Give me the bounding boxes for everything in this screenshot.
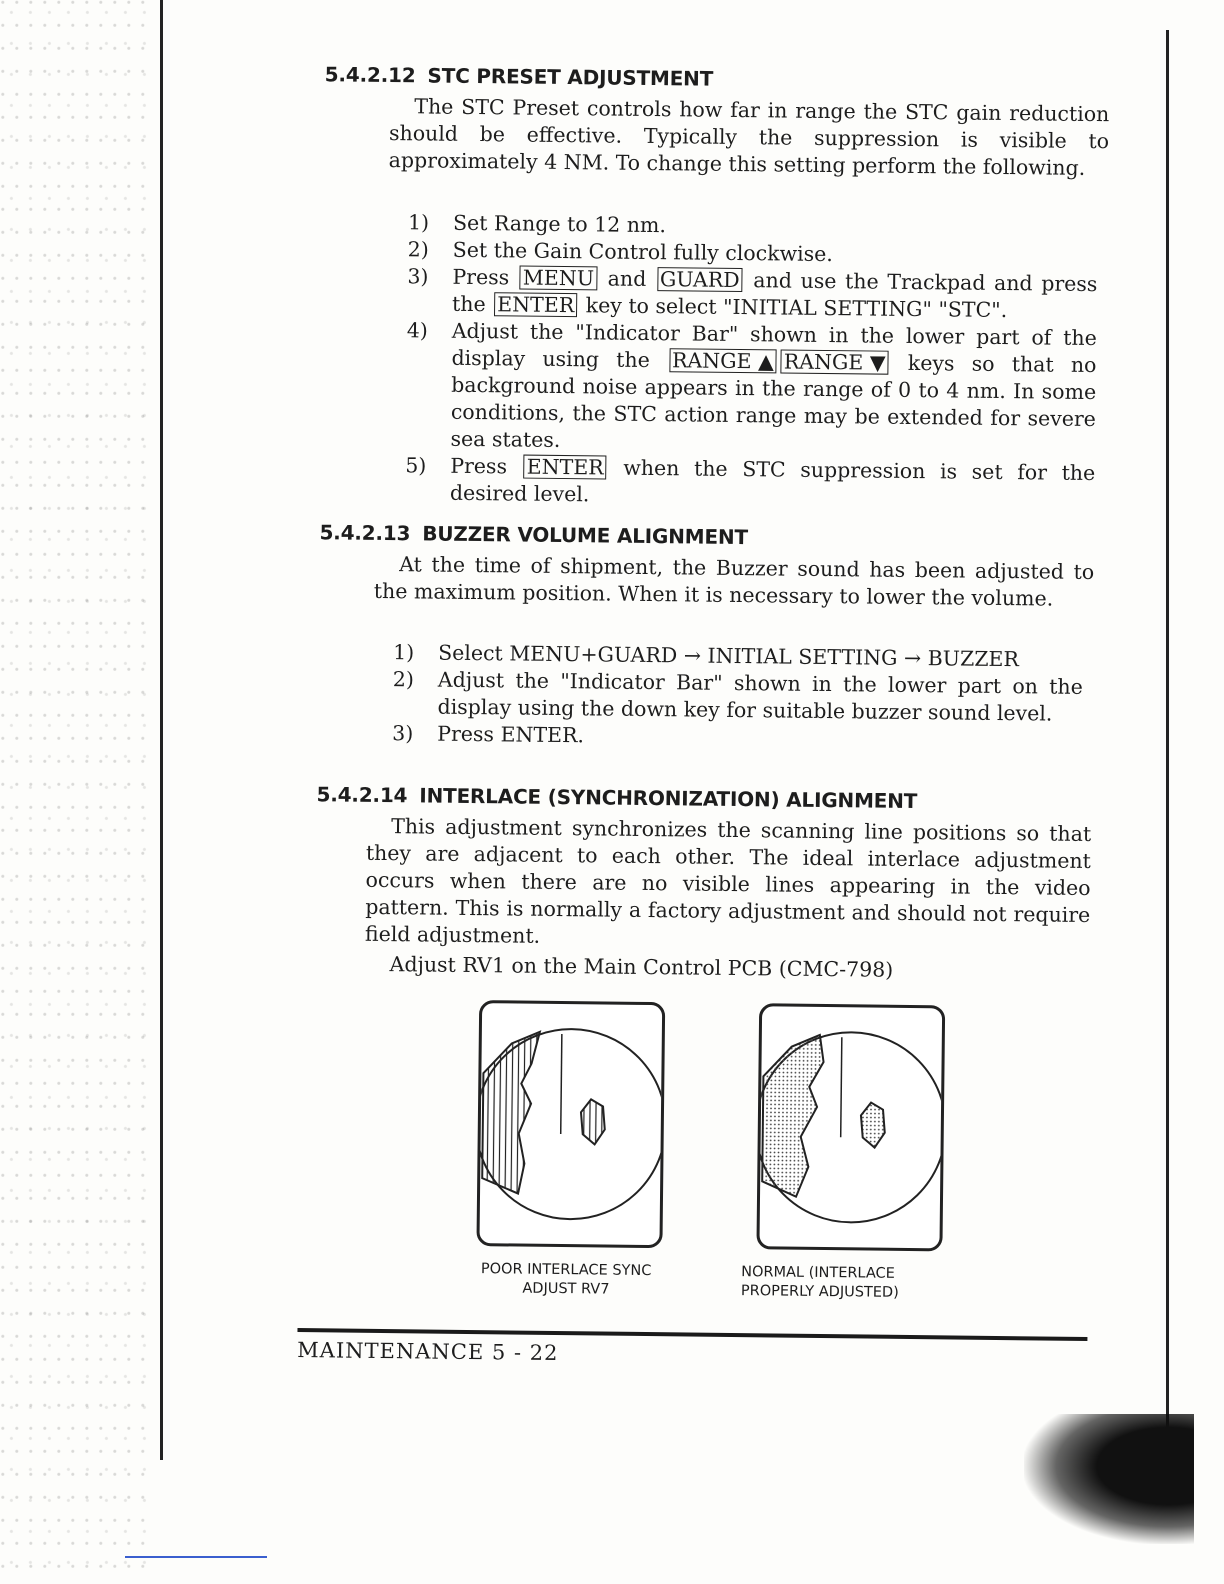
poor-sync-figure: [476, 1000, 665, 1248]
document-page: [285, 50, 1130, 1389]
normal-sync-figure: [756, 1003, 945, 1251]
list-item: 5) Press ENTER when the STC suppression is set for the desired level.: [405, 453, 1096, 507]
list-item: 3) Press ENTER.: [392, 721, 585, 748]
scan-shadow-artifact: [1024, 1414, 1194, 1544]
section-heading-buzzer: 5.4.2.13 BUZZER VOLUME ALIGNMENT: [319, 520, 749, 550]
normal-sync-diagram: [759, 1006, 942, 1248]
scan-edge-artifact: [0, 0, 150, 1584]
list-item: 1) Select MENU+GUARD → INITIAL SETTING → BUZZER: [393, 640, 1020, 672]
guard-key: GUARD: [657, 267, 743, 292]
list-item: 4) Adjust the "Indicator Bar" shown in the lower part of the display using the RANGE ▲ RANGE ▼ keys so that no background noise appears in the range of 0 to 4 nm. In some conditions, the STC action range may be extended for severe sea states.: [406, 318, 1097, 452]
list-item: 3) Press MENU and GUARD and use the Trackpad and press the ENTER key to select "INITIAL SETTING" "STC".: [407, 264, 1098, 323]
section-heading-stc: 5.4.2.12 STC PRESET ADJUSTMENT: [324, 62, 714, 91]
stc-intro-paragraph: The STC Preset controls how far in range the STC gain reduction should be effective. Typically the suppression is visible to approximately 4 NM. To change this setting perform the following.: [388, 94, 1110, 180]
scan-link-line: [125, 1556, 267, 1558]
poor-sync-caption: POOR INTERLACE SYNC ADJUST RV7: [480, 1261, 652, 1298]
poor-sync-diagram: [479, 1003, 662, 1245]
binding-rule-right: [1166, 30, 1169, 1430]
interlace-note: Adjust RV1 on the Main Control PCB (CMC-798): [389, 952, 894, 982]
normal-sync-caption: NORMAL (INTERLACE PROPERLY ADJUSTED): [740, 1264, 899, 1301]
interlace-intro-paragraph: This adjustment synchronizes the scanning line positions so that they are adjacent to each other. The ideal interlace adjustment occurs when there are no visible lines appearing in the video pattern. This is normally a factory adjustment and should not require field adjustment.: [364, 814, 1092, 948]
list-item: 2) Adjust the "Indicator Bar" shown in the lower part on the display using the down key for suitable buzzer sound level.: [392, 667, 1083, 726]
section-heading-interlace: 5.4.2.14 INTERLACE (SYNCHRONIZATION) ALIGNMENT: [316, 782, 918, 814]
page-footer: MAINTENANCE 5 - 22: [297, 1338, 559, 1366]
binding-rule-left: [160, 0, 163, 1460]
range-down-key: RANGE ▼: [781, 349, 889, 374]
menu-key: MENU: [520, 266, 597, 291]
stc-steps-list: [405, 209, 1098, 514]
enter-key: ENTER: [524, 455, 607, 480]
list-item: 1) Set Range to 12 nm.: [407, 210, 667, 238]
buzzer-intro-paragraph: At the time of shipment, the Buzzer sound has been adjusted to the maximum position. When it is necessary to lower the volume.: [373, 552, 1095, 611]
list-item: 2) Set the Gain Control fully clockwise.: [407, 237, 833, 267]
buzzer-steps-list: [392, 639, 1083, 755]
range-up-key: RANGE ▲: [669, 348, 777, 373]
enter-key: ENTER: [494, 292, 577, 317]
